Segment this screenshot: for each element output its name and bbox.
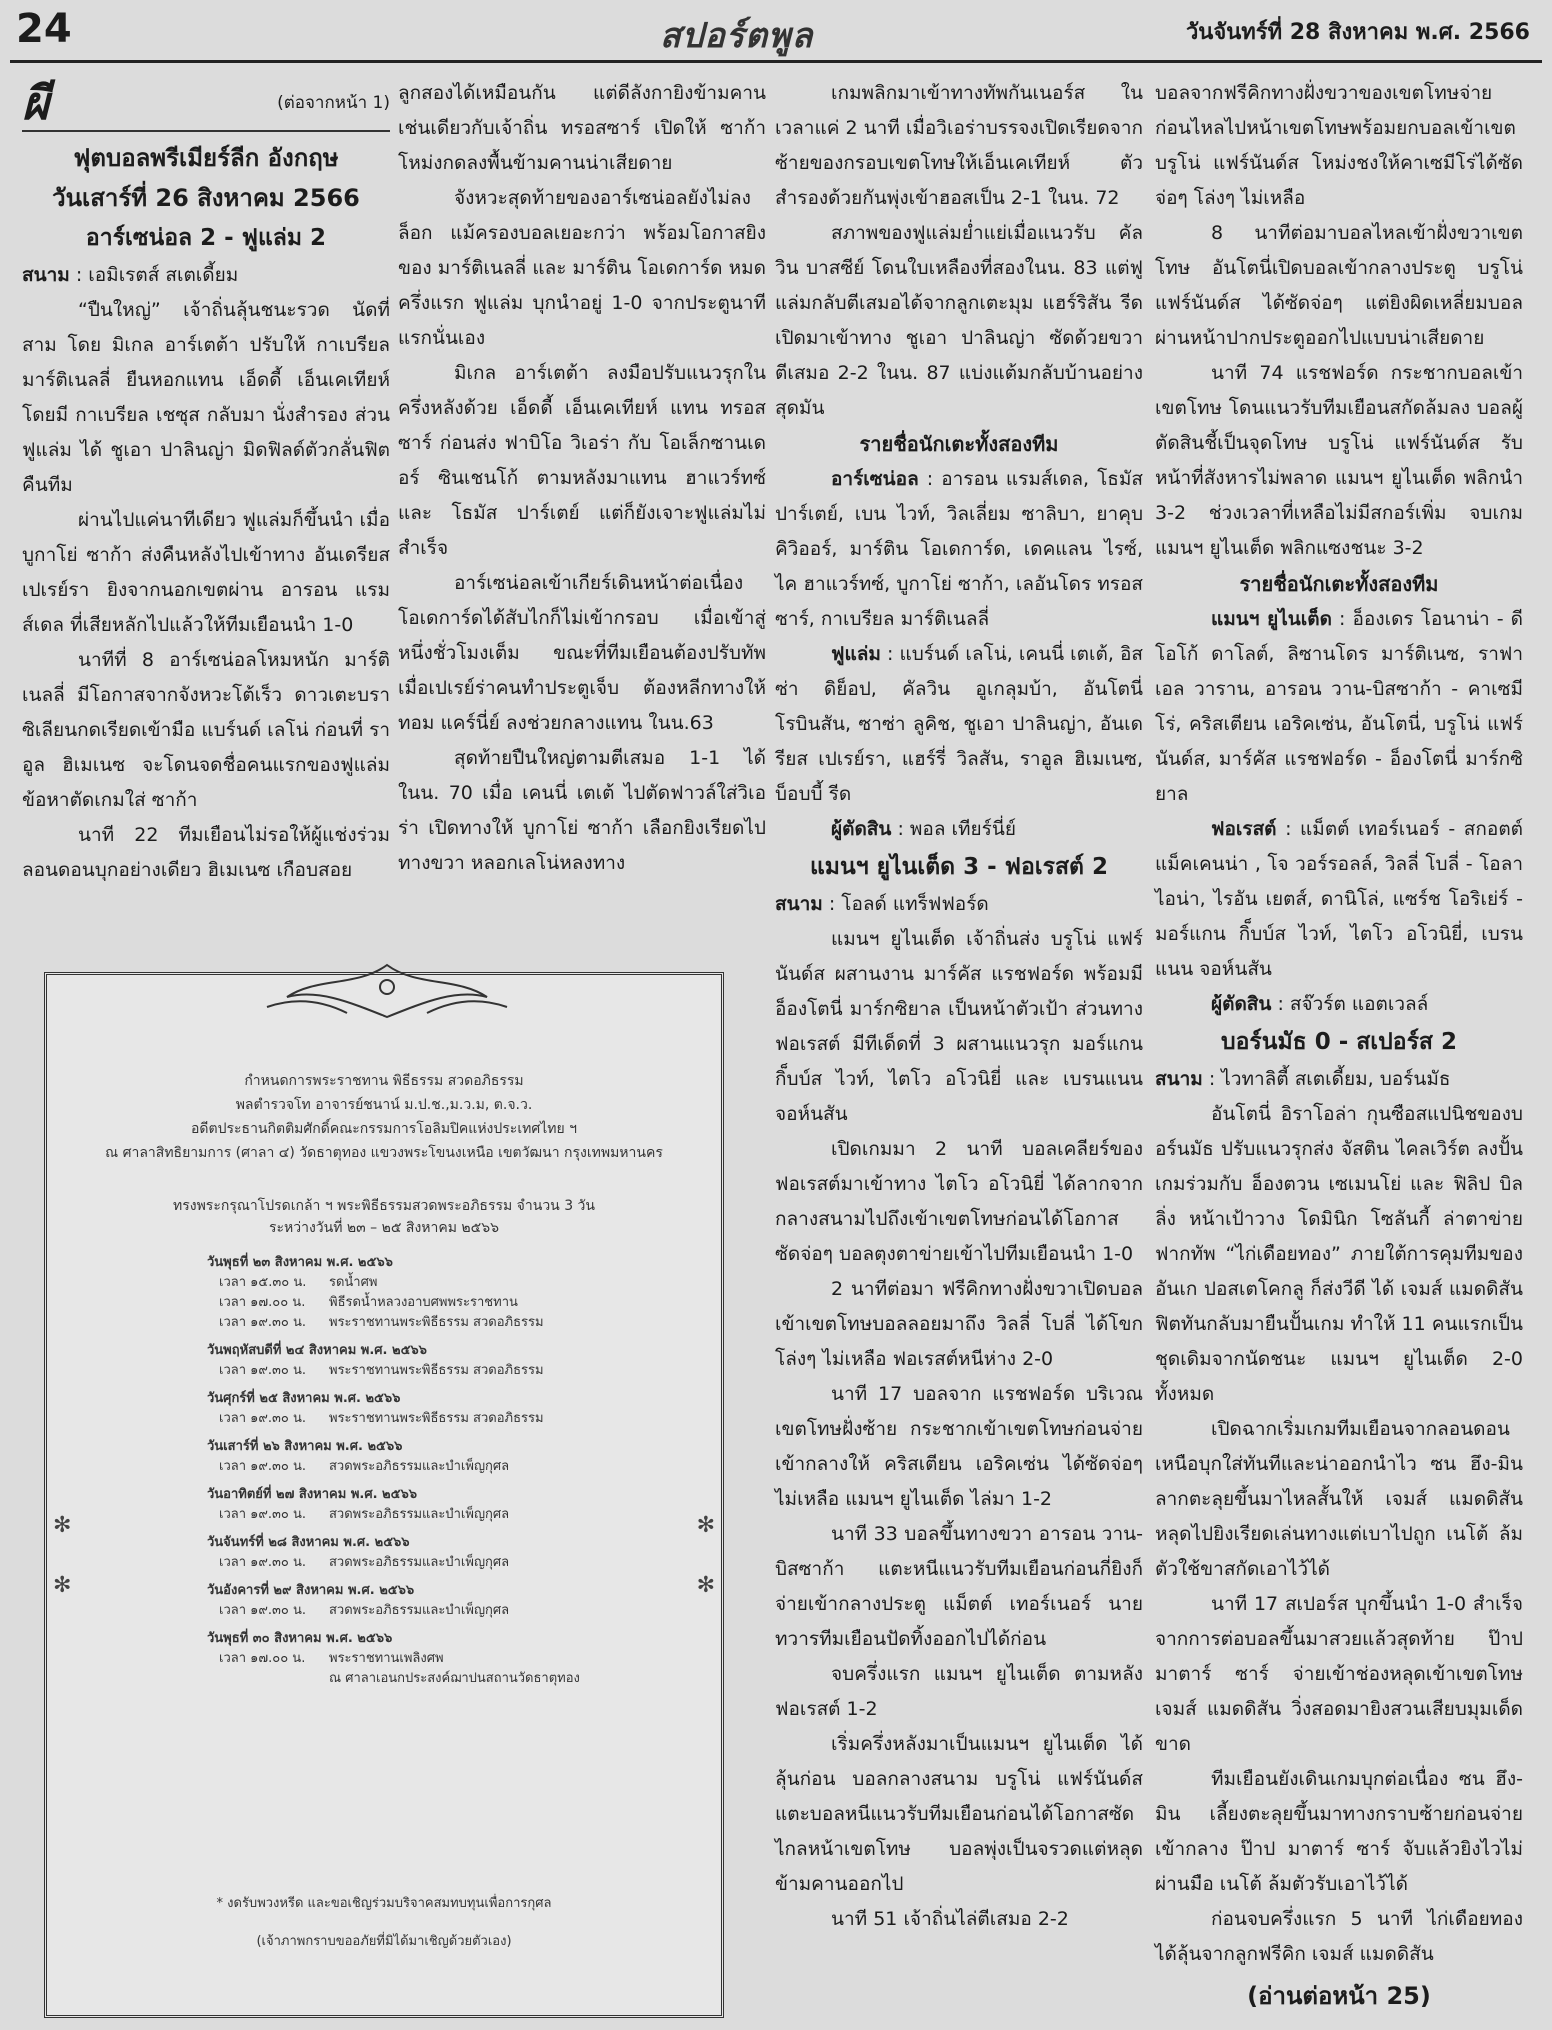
schedule-row: [207, 1293, 627, 1313]
paragraph: บอลจากฟรีคิกทางฝั่งขวาของเขตโทษจ่ายก่อนไหลไปหน้าเขตโทษพร้อมยกบอลเข้าเขต บรูโน่ แฟร์นันด์ส โหม่งชงให้คาเซมีโร่ได้ซัดจ่อๆ โล่งๆ ไม่เหลือ: [1155, 82, 1523, 209]
headline-league: ฟุตบอลพรีเมียร์ลีก อังกฤษ: [73, 144, 339, 172]
snowflake-icon: ✻: [53, 1573, 72, 1598]
paragraph: เกมพลิกมาเข้าทางทัพกันเนอร์ส ในเวลาแค่ 2 นาที เมื่อวิเอร่าบรรจงเปิดเรียดจากซ้ายของกรอบเขตโทษให้เอ็นเคเทียห์ ตัวสำรองด้วยกันพุ่งเข้าฮอสเป็น 2-1 ในน. 72: [775, 82, 1143, 209]
page-header: [0, 0, 1552, 56]
notice-header: [87, 1069, 681, 1165]
lineup-manutd: [1155, 602, 1523, 812]
team-label: อาร์เซน่อล: [831, 468, 919, 490]
referee-label: ผู้ตัดสิน: [831, 818, 892, 840]
paragraph: จบครึ่งแรก แมนฯ ยูไนเต็ด ตามหลัง ฟอเรสต์ 1-2: [775, 1663, 1143, 1720]
lineup-forest: [1155, 812, 1523, 987]
team-players: : อารอน แรมส์เดล, โธมัส ปาร์เตย์, เบน ไวท์, วิลเลี่ยม ซาลิบา, ยาคุบ คิวิออร์, มาร์ติน โอเดการ์ด, เดคแลน ไรซ์, ไค ฮาแวร์ทซ์, บูกาโย่ ซาก้า, เลอันโดร ทรอสซาร์, กาเบรียล มาร์ติเนลลี่: [775, 468, 1143, 630]
column-4: [1155, 76, 1523, 2016]
notice-apology: (เจ้าภาพกราบขออภัยที่มิได้มาเชิญด้วยตัวเอง): [256, 1934, 512, 1949]
paragraph: ผ่านไปแค่นาทีเดียว ฟูแล่มก็ขึ้นนำ เมื่อ บูกาโย่ ซาก้า ส่งคืนหลังไปเข้าทาง อันเดรียส เปเรย์รา ยิงจากนอกเขตผ่าน อารอน แรมส์เดล ที่เสียหลักไปแล้วให้ทีมเยือนนำ 1-0: [22, 509, 390, 636]
funeral-notice: [44, 972, 724, 2018]
team-players: : แบร์นด์ เลโน่, เคนนี่ เตเต้, อิสซ่า ดิย็อป, คัลวิน อูเกลุมบ้า, อันโตนี่ โรบินสัน, ซาซ่า ลูคิช, ชูเอา ปาลินญ่า, อันเดรียส เปเรย์รา, แฮร์รี่ วิลสัน, ราอูล ฮิเมเนซ, บ็อบบี้ รีด: [775, 643, 1143, 805]
notice-line: ณ ศาลาสิทธิยามการ (ศาลา ๔) วัดธาตุทอง แขวงพระโขนงเหนือ เขตวัฒนา กรุงเทพมหานคร: [105, 1145, 663, 1161]
paragraph: สภาพของฟูแล่มย่ำแย่เมื่อแนวรับ คัลวิน บาสซีย์ โดนใบเหลืองที่สองในน. 83 แต่ฟูแล่มกลับตีเสมอได้จากลูกเตะมุม แฮร์ริสัน รีด เปิดมาเข้าทาง ชูเอา ปาลินญ่า ซัดด้วยขวาตีเสมอ 2-2 ในน. 87 แบ่งแต้มกลับบ้านอย่างสุดมัน: [775, 222, 1143, 419]
schedule-row: [207, 1601, 627, 1621]
schedule-row: [207, 1553, 627, 1573]
paragraph: เปิดเกมมา 2 นาที บอลเคลียร์ของฟอเรสต์มาเข้าทาง ไตโว อโวนิยี่ ได้ลากจากกลางสนามไปถึงเข้าเขตโทษก่อนได้โอกาสซัดจ่อๆ บอลตุงตาข่ายเข้าไปทีมเยือนนำ 1-0: [775, 1138, 1143, 1265]
schedule-day: วันพุธที่ ๒๓ สิงหาคม พ.ศ. ๒๕๖๖: [207, 1255, 393, 1270]
team-players: : อ็องเดร โอนาน่า - ดีโอโก้ ดาโลต์, ลิซานโดร มาร์ติเนซ, ราฟาเอล วาราน, อารอน วาน-บิสซาก้า - คาเซมีโร่, คริสเตียน เอริคเซ่น, อันโตนี่, บรูโน่ แฟร์นันด์ส, มาร์คัส แรชฟอร์ด - อ็องโตนี่ มาร์กซิยาล: [1155, 608, 1523, 805]
schedule-desc: สวดพระอภิธรรมและบำเพ็ญกุศล: [329, 1603, 510, 1618]
column-3: [775, 76, 1143, 1937]
section-kicker: [22, 76, 390, 130]
paragraph: เริ่มครึ่งหลังมาเป็นแมนฯ ยูไนเต็ด ได้ลุ้นก่อน บอลกลางสนาม บรูโน่ แฟร์นันด์ส แตะบอลหนีแนวรับทีมเยือนก่อนได้โอกาสซัดไกลหน้าเขตโทษ บอลพุ่งเป็นจรวดแต่หลุดข้ามคานออกไป: [775, 1733, 1143, 1895]
schedule-time: เวลา ๑๙.๓๐ น.: [219, 1411, 307, 1426]
snowflake-icon: ✻: [53, 1513, 72, 1538]
ceremony-schedule: [207, 1245, 627, 1689]
notice-footnote: * งดรับพวงหรีด และขอเชิญร่วมบริจาคสมทบทุนเพื่อการกุศล: [216, 1896, 552, 1911]
masthead-logo: สปอร์ตพูล: [660, 16, 814, 56]
team-label: ฟูแล่ม: [831, 643, 881, 665]
match-score-manutd-forest: แมนฯ ยูไนเต็ด 3 - ฟอเรสต์ 2: [809, 854, 1108, 880]
notice-line: ระหว่างวันที่ ๒๓ – ๒๕ สิงหาคม ๒๕๖๖: [268, 1220, 500, 1236]
lineup-arsenal: [775, 462, 1143, 637]
schedule-day: วันอังคารที่ ๒๙ สิงหาคม พ.ศ. ๒๕๖๖: [207, 1583, 415, 1598]
venue-value: : ไวทาลิตี้ สเตเดี้ยม, บอร์นมัธ: [1202, 1068, 1451, 1090]
schedule-desc: สวดพระอภิธรรมและบำเพ็ญกุศล: [329, 1555, 510, 1570]
schedule-day: วันพฤหัสบดีที่ ๒๔ สิงหาคม พ.ศ. ๒๕๖๖: [207, 1343, 427, 1358]
venue-line: [775, 887, 1143, 922]
paragraph: ทีมเยือนยังเดินเกมบุกต่อเนื่อง ซน ฮึง-มิน เลี้ยงตะลุยขึ้นมาทางกราบซ้ายก่อนจ่ายเข้ากลาง ป๊าป มาตาร์ ซาร์ จับแล้วยิงไวไม่ผ่านมือ เนโต้ ล้มตัวรับเอาไว้ได้: [1155, 1768, 1523, 1895]
paragraph: แมนฯ ยูไนเต็ด เจ้าถิ่นส่ง บรูโน่ แฟร์นันด์ส ผสานงาน มาร์คัส แรชฟอร์ด พร้อมมี อ็องโตนี่ มาร์กซิยาล เป็นหน้าตัวเป้า ส่วนทางฟอเรสต์ มีทีเด็ดที่ 3 ผสานแนวรุก มอร์แกน กิ็บบ์ส ไวท์, ไตโว อโวนิยี่ และ เบรนแนน จอห์นสัน: [775, 928, 1143, 1125]
venue-line: [1155, 1062, 1523, 1097]
continued-from: (ต่อจากหน้า 1): [277, 92, 390, 113]
paragraph: นาที 17 สเปอร์ส บุกขึ้นนำ 1-0 สำเร็จ จากการต่อบอลขึ้นมาสวยแล้วสุดท้าย ป๊าป มาตาร์ ซาร์ จ่ายเข้าช่องหลุดเข้าเขตโทษ เจมส์ แมดดิสัน วิ่งสอดมายิงสวนเสียบมุมเด็ดขาด: [1155, 1593, 1523, 1755]
schedule-day: วันศุกร์ที่ ๒๕ สิงหาคม พ.ศ. ๒๕๖๖: [207, 1391, 401, 1406]
notice-line: กำหนดการพระราชทาน พิธีธรรม สวดอภิธรรม: [244, 1073, 524, 1089]
schedule-time: เวลา ๑๙.๓๐ น.: [219, 1459, 307, 1474]
paragraph: เปิดฉากเริ่มเกมทีมเยือนจากลอนดอนเหนือบุกใส่ทันทีและน่าออกนำไว ซน ฮึง-มิน ลากตะลุยขึ้นมาไหลสั้นให้ เจมส์ แมดดิสัน หลุดไปยิงเรียดเล่นทางแต่เบาไปถูก เนโต้ ล้มตัวใช้ขาสกัดเอาไว้ได้: [1155, 1418, 1523, 1580]
venue-label: สนาม: [22, 264, 70, 286]
schedule-row: [207, 1649, 627, 1669]
schedule-desc: รดน้ำศพ: [329, 1275, 378, 1290]
schedule-time: เวลา ๑๗.๐๐ น.: [219, 1651, 306, 1666]
paragraph: ลูกสองได้เหมือนกัน แต่ดีลังกายิงข้ามคาน เช่นเดียวกับเจ้าถิ่น ทรอสซาร์ เปิดให้ ซาก้า โหม่งกดลงพื้นข้ามคานน่าเสียดาย: [398, 82, 766, 174]
header-rule: [10, 60, 1542, 63]
schedule-time: เวลา ๑๕.๓๐ น.: [219, 1275, 307, 1290]
schedule-day: วันจันทร์ที่ ๒๘ สิงหาคม พ.ศ. ๒๕๖๖: [207, 1535, 410, 1550]
lineup-title: รายชื่อนักเตะทั้งสองทีม: [1239, 572, 1439, 596]
lineup-fulham: [775, 637, 1143, 812]
paragraph: มิเกล อาร์เตต้า ลงมือปรับแนวรุกในครึ่งหลังด้วย เอ็ดดี้ เอ็นเคเทียห์ แทน ทรอสซาร์ ก่อนส่ง ฟาบิโอ วิเอร่า กับ โอเล็กซานเดอร์ ซินเชนโก้ ตามหลังมาแทน ฮาแวร์ทซ์ และ โธมัส ปาร์เตย์ แต่ก็ยังเจาะฟูแล่มไม่สำเร็จ: [398, 362, 766, 559]
paragraph: นาที 51 เจ้าถิ่นไล่ตีเสมอ 2-2: [831, 1908, 1069, 1930]
ornament-icon: [247, 957, 527, 1027]
snowflake-icon: ✻: [696, 1573, 715, 1598]
notice-line: ทรงพระกรุณาโปรดเกล้า ฯ พระพิธีธรรมสวดพระอภิธรรม จำนวน 3 วัน: [172, 1198, 595, 1214]
schedule-desc: พระราชทานพระพิธีธรรม สวดอภิธรรม: [329, 1315, 544, 1330]
match-score-arsenal-fulham: อาร์เซน่อล 2 - ฟูแล่ม 2: [85, 225, 327, 251]
paragraph: 2 นาทีต่อมา ฟรีคิกทางฝั่งขวาเปิดบอลเข้าเขตโทษบอลลอยมาถึง วิลลี่ โบลี่ ได้โขกโล่งๆ ไม่เหลือ ฟอเรสต์หนีห่าง 2-0: [775, 1278, 1143, 1370]
venue-label: สนาม: [775, 893, 823, 915]
match-score-bournemouth-spurs: บอร์นมัธ 0 - สเปอร์ส 2: [1221, 1029, 1457, 1055]
team-label: แมนฯ ยูไนเต็ด: [1211, 608, 1332, 630]
referee-name: : สจ๊วร์ต แอตเวลล์: [1271, 993, 1429, 1015]
paragraph: สุดท้ายปืนใหญ่ตามตีเสมอ 1-1 ได้ในน. 70 เมื่อ เคนนี่ เตเต้ ไปตัดฟาวล์ใส่วิเอร่า เปิดทางให้ บูกาโย่ ซาก้า เลือกยิงเรียดไปทางขวา หลอกเลโน่หลงทาง: [398, 747, 766, 874]
column-2: [398, 76, 766, 881]
venue-value: : โอลด์ แทร็ฟฟอร์ด: [822, 893, 989, 915]
continued-on-page[interactable]: (อ่านต่อหน้า 25): [1247, 1982, 1431, 2010]
headline-date: วันเสาร์ที่ 26 สิงหาคม 2566: [52, 184, 360, 212]
paragraph: นาที 74 แรชฟอร์ด กระชากบอลเข้าเขตโทษ โดนแนวรับทีมเยือนสกัดล้มลง บอลผู้ตัดสินชี้เป็นจุดโทษ บรูโน่ แฟร์นันด์ส รับหน้าที่สังหารไม่พลาด แมนฯ ยูไนเต็ด พลิกนำ 3-2 ช่วงเวลาที่เหลือไม่มีสกอร์เพิ่ม จบเกม แมนฯ ยูไนเต็ด พลิกแซงชนะ 3-2: [1155, 362, 1523, 559]
schedule-time: เวลา ๑๙.๓๐ น.: [219, 1507, 307, 1522]
schedule-row: [207, 1669, 627, 1689]
schedule-row: [207, 1273, 627, 1293]
kicker-rule: [22, 130, 390, 132]
schedule-day: วันอาทิตย์ที่ ๒๗ สิงหาคม พ.ศ. ๒๕๖๖: [207, 1487, 417, 1502]
team-players: : แม็ตต์ เทอร์เนอร์ - สกอตต์ แม็คเคนน่า , โจ วอร์รอลล์, วิลลี่ โบลี่ - โอลา ไอน่า, ไรอัน เยตส์, ดานิโล่, แซร์ช โอริเย่ร์ - มอร์แกน กิ็บบ์ส ไวท์, ไตโว อโวนิยี่, เบรนแนน จอห์นสัน: [1155, 818, 1523, 980]
schedule-desc: สวดพระอภิธรรมและบำเพ็ญกุศล: [329, 1507, 510, 1522]
schedule-row: [207, 1313, 627, 1333]
venue-line: [22, 258, 390, 293]
schedule-time: เวลา ๑๙.๓๐ น.: [219, 1315, 307, 1330]
issue-date: วันจันทร์ที่ 28 สิงหาคม พ.ศ. 2566: [1185, 20, 1530, 45]
referee-label: ผู้ตัดสิน: [1211, 993, 1272, 1015]
schedule-desc: สวดพระอภิธรรมและบำเพ็ญกุศล: [329, 1459, 510, 1474]
schedule-time: เวลา ๑๙.๓๐ น.: [219, 1603, 307, 1618]
paragraph: 8 นาทีต่อมาบอลไหลเข้าฝั่งขวาเขตโทษ อันโตนี่เปิดบอลเข้ากลางประตู บรูโน่ แฟร์นันด์ส ได้ซัดจ่อๆ แต่ยิงผิดเหลี่ยมบอลผ่านหน้าปากประตูออกไปแบบน่าเสียดาย: [1155, 222, 1523, 349]
schedule-day: วันพุธที่ ๓๐ สิงหาคม พ.ศ. ๒๕๖๖: [207, 1631, 393, 1646]
venue-label: สนาม: [1155, 1068, 1203, 1090]
paragraph: นาที 22 ทีมเยือนไม่รอให้ผู้แช่งร่วม ลอนดอนบุกอย่างเดียว ฮิเมเนซ เกือบสอย: [22, 824, 390, 881]
paragraph: นาที 33 บอลขึ้นทางขวา อารอน วาน-บิสซาก้า แตะหนีแนวรับทีมเยือนก่อนกี่ยิงก็จ่ายเข้ากลางประตู แม็ตต์ เทอร์เนอร์ นายทวารทีมเยือนปัดทิ้งออกไปได้ก่อน: [775, 1523, 1143, 1650]
lineup-title: รายชื่อนักเตะทั้งสองทีม: [859, 432, 1059, 456]
paragraph: ก่อนจบครึ่งแรก 5 นาที ไก่เดือยทอง ได้ลุ้นจากลูกฟรีคิก เจมส์ แมดดิสัน: [1155, 1908, 1523, 1965]
referee-line: [775, 812, 1143, 847]
team-label: ฟอเรสต์: [1211, 818, 1277, 840]
schedule-desc: พระราชทานเพลิงศพ: [329, 1651, 444, 1666]
paragraph: อาร์เซน่อลเข้าเกียร์เดินหน้าต่อเนื่อง โอเดการ์ดได้สับไกก็ไม่เข้ากรอบ เมื่อเข้าสู่หนึ่งชั่วโมงเต็ม ขณะที่ทีมเยือนต้องปรับทัพ เมื่อเปเรย์ร่าคนทำประตูเจ็บ ต้องหลีกทางให้ ทอม แคร์นี่ย์ ลงช่วยกลางแทน ในน.63: [398, 572, 766, 734]
referee-line: [1155, 987, 1523, 1022]
schedule-day: วันเสาร์ที่ ๒๖ สิงหาคม พ.ศ. ๒๕๖๖: [207, 1439, 403, 1454]
notice-intro: [87, 1195, 681, 1239]
schedule-desc: พิธีรดน้ำหลวงอาบศพพระราชทาน: [329, 1295, 518, 1310]
referee-name: : พอล เทียร์นี่ย์: [891, 818, 1016, 840]
schedule-time: [207, 1669, 329, 1689]
schedule-time: เวลา ๑๗.๐๐ น.: [219, 1295, 306, 1310]
page-number: 24: [16, 6, 72, 52]
paragraph: “ปืนใหญ่” เจ้าถิ่นลุ้นชนะรวด นัดที่สาม โดย มิเกล อาร์เตต้า ปรับให้ กาเบรียล มาร์ติเนลลี่ ยืนหอกแทน เอ็ดดี้ เอ็นเคเทียห์ โดยมี กาเบรียล เชซุส กลับมา นั่งสำรอง ส่วนฟูแล่ม ได้ ชูเอา ปาลินญ่า มิดฟิลด์ตัวกลั่นฟิตคืนทีม: [22, 299, 390, 496]
schedule-row: [207, 1361, 627, 1381]
snowflake-icon: ✻: [696, 1513, 715, 1538]
paragraph: นาทีที่ 8 อาร์เซน่อลโหมหนัก มาร์ติเนลลี่ มีโอกาสจากจังหวะโต้เร็ว ดาวเตะบราซิเลียนกดเรียดเข้ามือ แบร์นด์ เลโน่ ก่อนที่ ราอูล ฮิเมเนซ จะโดนจดชื่อคนแรกของฟูแล่ม ข้อหาตัดเกมใส่ ซาก้า: [22, 649, 390, 811]
paragraph: อันโตนี่ อิราโอล่า กุนซือสแปนิชของบอร์นมัธ ปรับแนวรุกส่ง จัสติน ไคลเวิร์ต ลงปั้นเกมร่วมกับ อ็องตวน เซเมนโย่ และ ฟิลิป บิลลิ่ง หน้าเป้าวาง โดมินิก โซลันกี้ ล่าตาข่าย ฟากทัพ “ไก่เดือยทอง” ภายใต้การคุมทีมของ อันเก ปอสเตโคกลู ก็ส่งวีดี ได้ เจมส์ แมดดิสัน ฟิตทันกลับมายืนปั้นเกม ทำให้ 11 คนแรกเป็นชุดเดิมจากนัดชนะ แมนฯ ยูไนเต็ด 2-0 ทั้งหมด: [1155, 1103, 1523, 1405]
schedule-desc: ณ ศาลาเอนกประสงค์ฌาปนสถานวัดธาตุทอง: [329, 1671, 580, 1686]
notice-line: อดีตประธานกิตติมศักดิ์คณะกรรมการโอลิมปิคแห่งประเทศไทย ฯ: [191, 1121, 577, 1137]
paragraph: นาที 17 บอลจาก แรชฟอร์ด บริเวณเขตโทษฝั่งซ้าย กระชากเข้าเขตโทษก่อนจ่ายเข้ากลางให้ คริสเตียน เอริคเซ่น ได้ซัดจ่อๆ ไม่เหลือ แมนฯ ยูไนเต็ด ไล่มา 1-2: [775, 1383, 1143, 1510]
schedule-time: เวลา ๑๙.๓๐ น.: [219, 1555, 307, 1570]
paragraph: จังหวะสุดท้ายของอาร์เซน่อลยังไม่ลงล็อก แม้ครองบอลเยอะกว่า พร้อมโอกาสยิงของ มาร์ติเนลลี่ และ มาร์ติน โอเดการ์ด หมดครึ่งแรก ฟูแล่ม บุกนำอยู่ 1-0 จากประตูนาทีแรกนั่นเอง: [398, 187, 766, 349]
schedule-time: เวลา ๑๙.๓๐ น.: [219, 1363, 307, 1378]
schedule-row: [207, 1409, 627, 1429]
schedule-desc: พระราชทานพระพิธีธรรม สวดอภิธรรม: [329, 1411, 544, 1426]
schedule-row: [207, 1457, 627, 1477]
venue-value: : เอมิเรตส์ สเตเดี้ยม: [69, 264, 239, 286]
schedule-desc: พระราชทานพระพิธีธรรม สวดอภิธรรม: [329, 1363, 544, 1378]
kicker-title: ผี: [22, 75, 49, 130]
schedule-row: [207, 1505, 627, 1525]
notice-line: พลตำรวจโท อาจารย์ชนาน์ ม.ป.ช.,ม.ว.ม, ต.จ.ว.: [235, 1097, 533, 1113]
column-1: [22, 76, 390, 888]
